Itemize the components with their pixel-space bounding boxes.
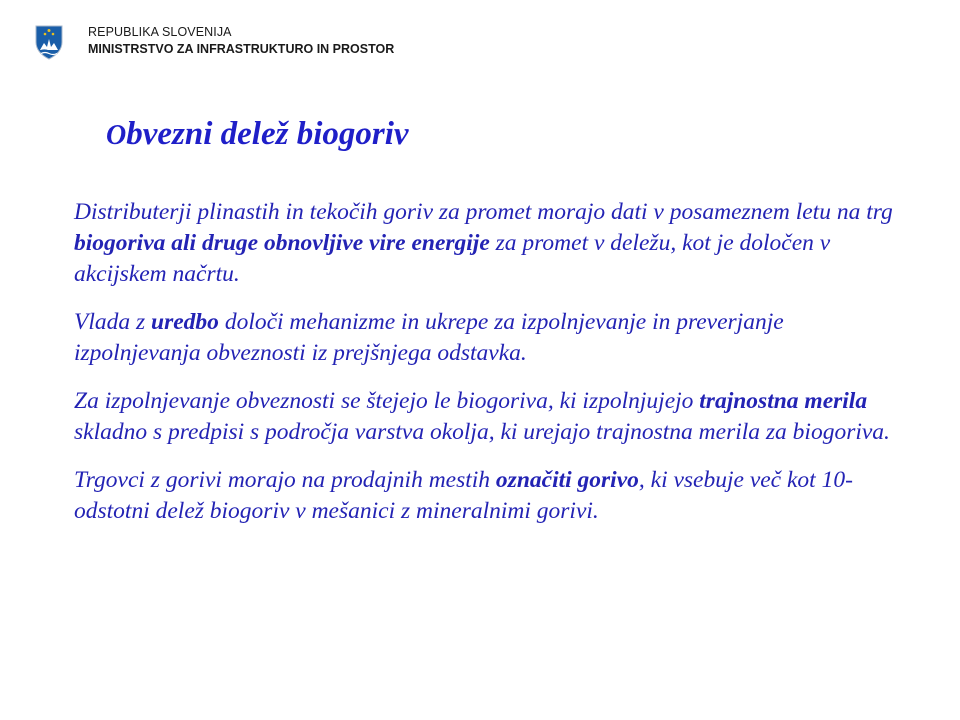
paragraph-text: določi mehanizme in ukrepe za izpolnjevanje in preverjanje izpolnjevanja obveznosti iz prejšnjega odstavka. (74, 309, 784, 366)
paragraph-government-decree (74, 307, 894, 369)
country-name: REPUBLIKA SLOVENIJA (88, 25, 232, 39)
paragraph-text: Trgovci z gorivi morajo na prodajnih mestih (74, 467, 496, 493)
paragraph-distributors (74, 197, 894, 290)
paragraph-text: skladno s predpisi s področja varstva okolja, ki urejajo trajnostna merila za biogoriva. (74, 419, 890, 445)
paragraph-text: za promet v deležu, kot je določen v akcijskem načrtu. (74, 230, 831, 287)
slide-title (106, 112, 409, 158)
paragraph-fuel-labelling (74, 465, 894, 527)
paragraph-sustainability-criteria (74, 386, 894, 448)
slovenian-coat-of-arms-icon (34, 24, 64, 60)
ministry-name: MINISTRSTVO ZA INFRASTRUKTURO IN PROSTOR (88, 42, 395, 56)
title-initial: O (106, 120, 127, 151)
paragraph-text: Distributerji plinastih in tekočih goriv za promet morajo dati v posameznem letu na trg (74, 199, 893, 225)
paragraph-emphasis: trajnostna merila (699, 388, 868, 414)
title-rest: bvezni delež biogoriv (126, 116, 409, 152)
paragraph-text: Za izpolnjevanje obveznosti se štejejo le biogoriva, ki izpolnjujejo (74, 388, 700, 414)
paragraph-emphasis: biogoriva ali druge obnovljive vire energije (74, 230, 490, 256)
paragraph-emphasis: uredbo (151, 309, 219, 335)
paragraph-text: , ki vsebuje več kot 10-odstotni delež biogoriv v mešanici z mineralnimi gorivi. (74, 467, 853, 524)
paragraph-text: Vlada z (74, 309, 152, 335)
slide-body (74, 197, 894, 544)
paragraph-emphasis: označiti gorivo (495, 467, 639, 493)
